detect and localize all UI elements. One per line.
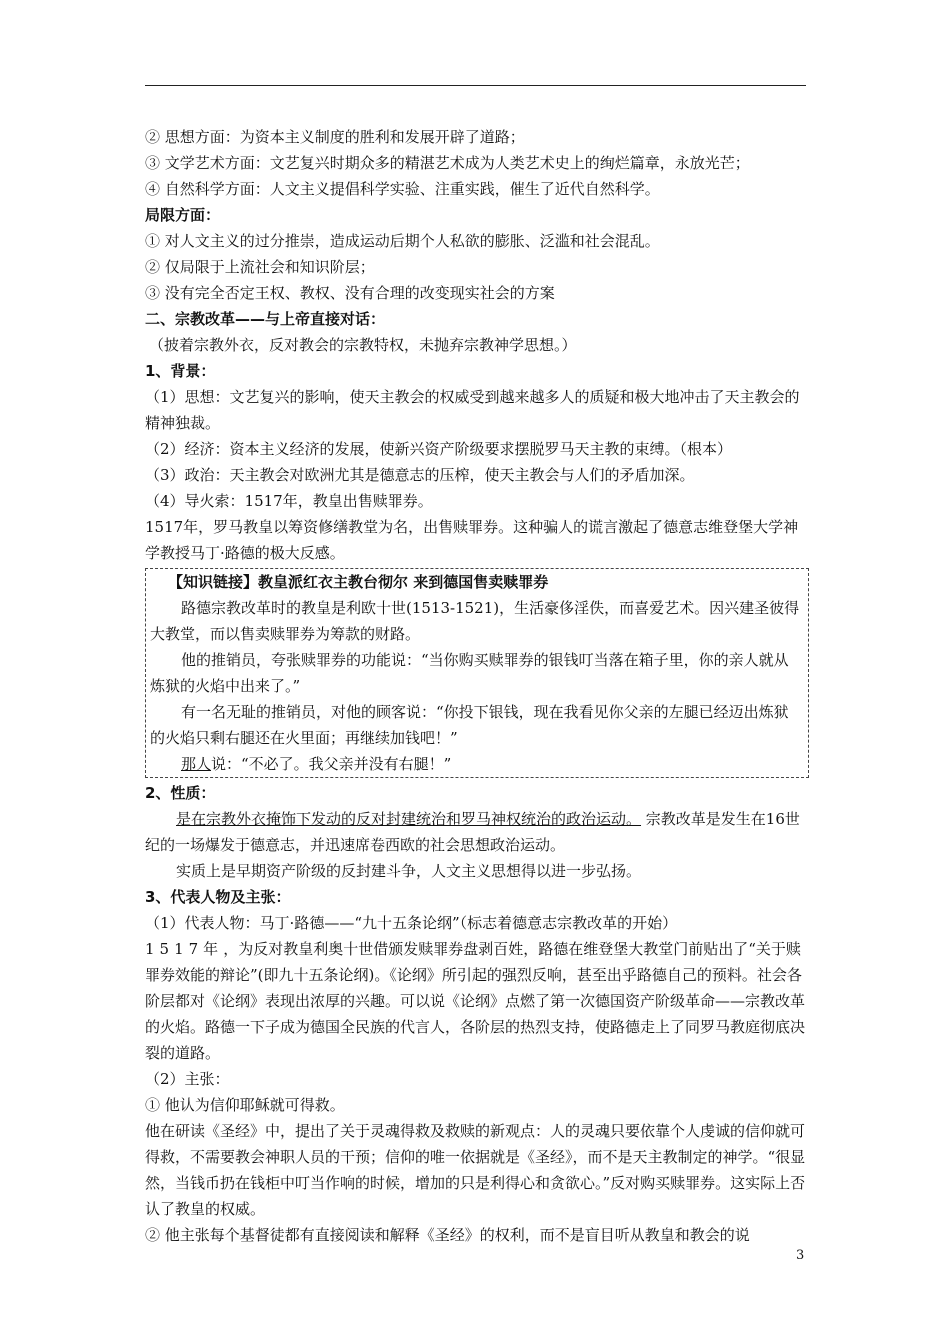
paragraph: 说：“不必了。我父亲并没有右腿！” bbox=[211, 755, 452, 773]
year: 1517年 bbox=[145, 940, 224, 958]
paragraph: ① 对人文主义的过分推崇，造成运动后期个人私欲的膨胀、泛滥和社会混乱。 bbox=[145, 232, 660, 250]
underlined-text: 是在宗教外衣掩饰下发动的反对封建统治和罗马神权统治的政治运动。 bbox=[176, 810, 642, 828]
paragraph: （1）代表人物：马丁·路德——“九十五条论纲”（标志着德意志宗教改革的开始） bbox=[145, 914, 678, 932]
paragraph: 实质上是早期资产阶级的反封建斗争，人文主义思想得以进一步弘扬。 bbox=[176, 862, 642, 880]
paragraph: （3）政治：天主教会对欧洲尤其是德意志的压榨，使天主教会与人们的矛盾加深。 bbox=[145, 466, 695, 484]
paragraph: （2）经济：资本主义经济的发展，使新兴资产阶级要求摆脱罗马天主教的束缚。（根本） bbox=[145, 440, 733, 458]
page-number: 3 bbox=[796, 1248, 805, 1263]
nature-heading: 2、性质： bbox=[145, 784, 216, 802]
paragraph: 1517年，罗马教皇以筹资修缮教堂为名，出售赎罪券。这种骗人的谎言激起了德意志维登堡大学神学教授马丁·路德的极大反感。 bbox=[145, 518, 799, 562]
paragraph: 宗教改革是发生在16世纪的一场爆发于德意志，并迅速席卷西欧的社会思想政治运动。 bbox=[145, 810, 800, 854]
paragraph: ④ 自然科学方面：人文主义提倡科学实验、注重实践，催生了近代自然科学。 bbox=[145, 180, 660, 198]
limits-heading: 局限方面： bbox=[145, 206, 221, 224]
box-title: 【知识链接】教皇派红衣主教台彻尔 bbox=[168, 573, 409, 591]
background-heading: 1、背景： bbox=[145, 362, 216, 380]
section-note: （披着宗教外衣，反对教会的宗教特权，未抛弃宗教神学思想。） bbox=[149, 336, 577, 354]
paragraph: ③ 没有完全否定王权、教权、没有合理的改变现实社会的方案 bbox=[145, 284, 555, 302]
page-body bbox=[145, 124, 810, 1248]
paragraph: ② 仅局限于上流社会和知识阶层； bbox=[145, 258, 375, 276]
paragraph: ② 他主张每个基督徒都有直接阅读和解释《圣经》的权利，而不是盲目听从教皇和教会的说 bbox=[145, 1226, 750, 1244]
paragraph: ② 思想方面：为资本主义制度的胜利和发展开辟了道路； bbox=[145, 128, 525, 146]
header-rule bbox=[145, 85, 806, 86]
paragraph: 有一名无耻的推销员，对他的顾客说：“你投下银钱，现在我看见你父亲的左腿已经迈出炼狱的火焰只剩右腿还在火里面；再继续加钱吧！” bbox=[150, 703, 789, 747]
paragraph: ，为反对教皇利奥十世借颁发赎罪券盘剥百姓，路德在维登堡大教堂门前贴出了“关于赎罪券效能的辩论”(即九十五条论纲)。《论纲》所引起的强烈反响，甚至出乎路德自己的预料。社会各阶层都对《论纲》表现出浓厚的兴趣。可以说《论纲》点燃了第一次德国资产阶级革命——宗教改革的火焰。路德一下子成为德国全民族的代言人，各阶层的热烈支持，使路德走上了同罗马教庭彻底决裂的道路。 bbox=[145, 940, 806, 1062]
section-heading: 二、宗教改革——与上帝直接对话： bbox=[145, 310, 386, 328]
paragraph: 路德宗教改革时的教皇是利欧十世(1513-1521)，生活豪侈淫佚，而喜爱艺术。因兴建圣彼得大教堂，而以售卖赎罪券为筹款的财路。 bbox=[150, 599, 800, 643]
box-title-rest: 来到德国售卖赎罪券 bbox=[408, 573, 549, 591]
paragraph: （4）导火索：1517年，教皇出售赎罪券。 bbox=[145, 492, 433, 510]
reps-heading: 3、代表人物及主张： bbox=[145, 888, 291, 906]
paragraph: 他在研读《圣经》中，提出了关于灵魂得救及救赎的新观点：人的灵魂只要依靠个人虔诚的信仰就可得救，不需要教会神职人员的干预；信仰的唯一依据就是《圣经》，而不是天主教制定的神学。“很显然，当钱币扔在钱柜中叮当作响的时候，增加的只是利得心和贪欲心。”反对购买赎罪券。这实际上否认了教皇的权威。 bbox=[145, 1122, 806, 1218]
knowledge-link-box bbox=[145, 568, 809, 778]
underlined-text: 那人 bbox=[181, 755, 212, 773]
paragraph: ① 他认为信仰耶稣就可得救。 bbox=[145, 1096, 345, 1114]
paragraph: 他的推销员，夸张赎罪券的功能说：“当你购买赎罪券的银钱叮当落在箱子里，你的亲人就从炼狱的火焰中出来了。” bbox=[150, 651, 789, 695]
paragraph: （2）主张： bbox=[145, 1070, 230, 1088]
paragraph: ③ 文学艺术方面：文艺复兴时期众多的精湛艺术成为人类艺术史上的绚烂篇章，永放光芒； bbox=[145, 154, 750, 172]
paragraph: （1）思想：文艺复兴的影响，使天主教会的权威受到越来越多人的质疑和极大地冲击了天主教会的精神独裁。 bbox=[145, 388, 800, 432]
